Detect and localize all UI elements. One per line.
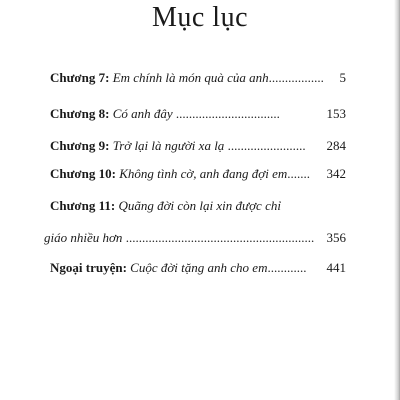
entry-page-number: 356	[326, 230, 346, 245]
entry-dots: .................	[268, 70, 324, 85]
entry-label: Chương 10:	[50, 166, 116, 181]
toc-entry-epilogue	[50, 260, 346, 276]
entry-label: Chương 7:	[50, 70, 110, 85]
toc-entry-chapter-11-continued	[44, 230, 346, 246]
page-edge-shadow	[394, 0, 400, 400]
page-title: Mục lục	[151, 2, 249, 33]
entry-dots: ..........................................................	[125, 230, 315, 245]
toc-entry-chapter-11	[50, 198, 346, 214]
entry-page-number: 153	[326, 106, 346, 121]
entry-title: Trở lại là người xa lạ	[112, 138, 225, 153]
entry-label: Ngoại truyện:	[50, 260, 127, 275]
entry-title: Em chính là món quà của anh	[112, 70, 269, 85]
entry-page-number: 342	[326, 166, 346, 181]
entry-label: Chương 8:	[50, 106, 110, 121]
toc-entry-chapter-9	[50, 138, 346, 154]
entry-dots: .......	[287, 166, 310, 181]
entry-dots: ................................	[175, 106, 280, 121]
entry-dots: ............	[267, 260, 307, 275]
entry-title: Cuộc đời tặng anh cho em	[130, 260, 268, 275]
entry-page-number: 441	[326, 260, 346, 275]
entry-label: Chương 11:	[50, 198, 116, 213]
entry-title-continued: giáo nhiều hơn	[44, 230, 123, 245]
entry-page-number: 5	[339, 70, 346, 85]
toc-entry-chapter-7	[50, 70, 346, 86]
entry-title: Quãng đời còn lại xin được chỉ	[118, 198, 281, 213]
toc-entry-chapter-10	[50, 166, 346, 182]
entry-dots: ........................	[227, 138, 306, 153]
entry-label: Chương 9:	[50, 138, 110, 153]
entry-page-number: 284	[326, 138, 346, 153]
entry-title: Có anh đây	[112, 106, 173, 121]
toc-entry-chapter-8	[50, 106, 346, 122]
entry-title: Không tình cờ, anh đang đợi em	[119, 166, 288, 181]
